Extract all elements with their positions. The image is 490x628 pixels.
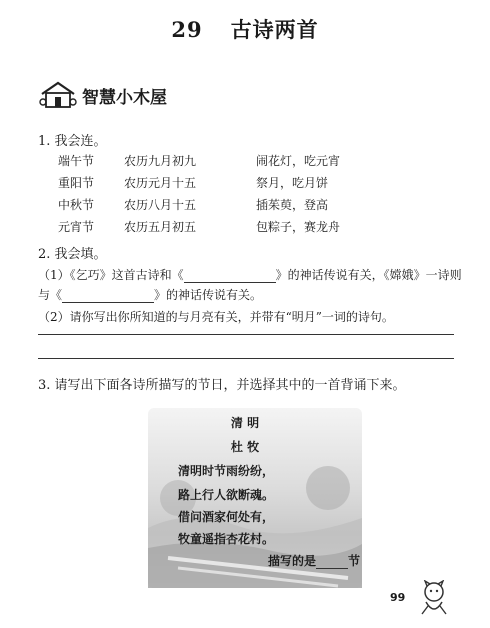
section-label: 智慧小木屋 (82, 87, 167, 108)
festival-item[interactable]: 元宵节 (58, 220, 95, 234)
poem-line: 清明时节雨纷纷， (178, 464, 275, 478)
custom-item[interactable]: 插茱萸，登高 (256, 198, 329, 212)
answer-line[interactable] (38, 358, 454, 359)
festival-item[interactable]: 中秋节 (58, 198, 95, 212)
match-row (58, 218, 416, 240)
section-header (38, 80, 167, 110)
fill-line-2 (38, 286, 262, 303)
custom-item[interactable]: 闹花灯，吃元宵 (256, 154, 341, 168)
match-row (58, 174, 416, 196)
page-number: 99 (390, 591, 406, 604)
festival-item[interactable]: 重阳节 (58, 176, 95, 190)
house-icon (38, 80, 78, 110)
poem-line: 借问酒家何处有， (178, 510, 275, 524)
poem-title: 清 明 (230, 416, 260, 430)
festival-blank[interactable] (316, 555, 348, 569)
date-item[interactable]: 农历元月十五 (124, 176, 197, 190)
answer-line[interactable] (38, 334, 454, 335)
blank-input[interactable] (62, 289, 154, 303)
date-item[interactable]: 农历八月十五 (124, 198, 197, 212)
match-row (58, 152, 416, 174)
fill-text: 》的神话传说有关。 (154, 288, 263, 302)
poem-line: 牧童遥指杏花村。 (178, 532, 275, 546)
lesson-number: 29 (171, 17, 203, 42)
poem-author: 杜 牧 (230, 440, 260, 454)
cat-mascot-icon (416, 580, 452, 620)
lesson-title: 古诗两首 (230, 17, 319, 42)
festival-item[interactable]: 端午节 (58, 154, 95, 168)
poem-answer (268, 552, 360, 569)
question-2-prompt: 2. 我会填。 (38, 247, 107, 262)
question-3-prompt: 3. 请写出下面各诗所描写的节日，并选择其中的一首背诵下来。 (38, 378, 406, 393)
answer-suffix: 节 (348, 554, 361, 568)
matching-table (58, 152, 416, 240)
date-item[interactable]: 农历九月初九 (124, 154, 197, 168)
custom-item[interactable]: 包粽子，赛龙舟 (256, 220, 341, 234)
fill-text: 与《 (38, 288, 63, 302)
blank-input[interactable] (184, 269, 276, 283)
match-row (58, 196, 416, 218)
poem-line: 路上行人欲断魂。 (178, 488, 275, 502)
fill-line-3: （2）请你写出你所知道的与月亮有关，并带有“明月”一词的诗句。 (38, 310, 394, 324)
page-title (0, 14, 490, 44)
fill-line-1 (38, 266, 462, 283)
answer-prefix: 描写的是 (268, 554, 317, 568)
question-1-prompt: 1. 我会连。 (38, 134, 107, 149)
fill-text: 》的神话传说有关，《嫦娥》一诗则 (275, 268, 462, 282)
custom-item[interactable]: 祭月，吃月饼 (256, 176, 329, 190)
date-item[interactable]: 农历五月初五 (124, 220, 197, 234)
fill-text: （1）《乞巧》这首古诗和《 (38, 268, 184, 282)
